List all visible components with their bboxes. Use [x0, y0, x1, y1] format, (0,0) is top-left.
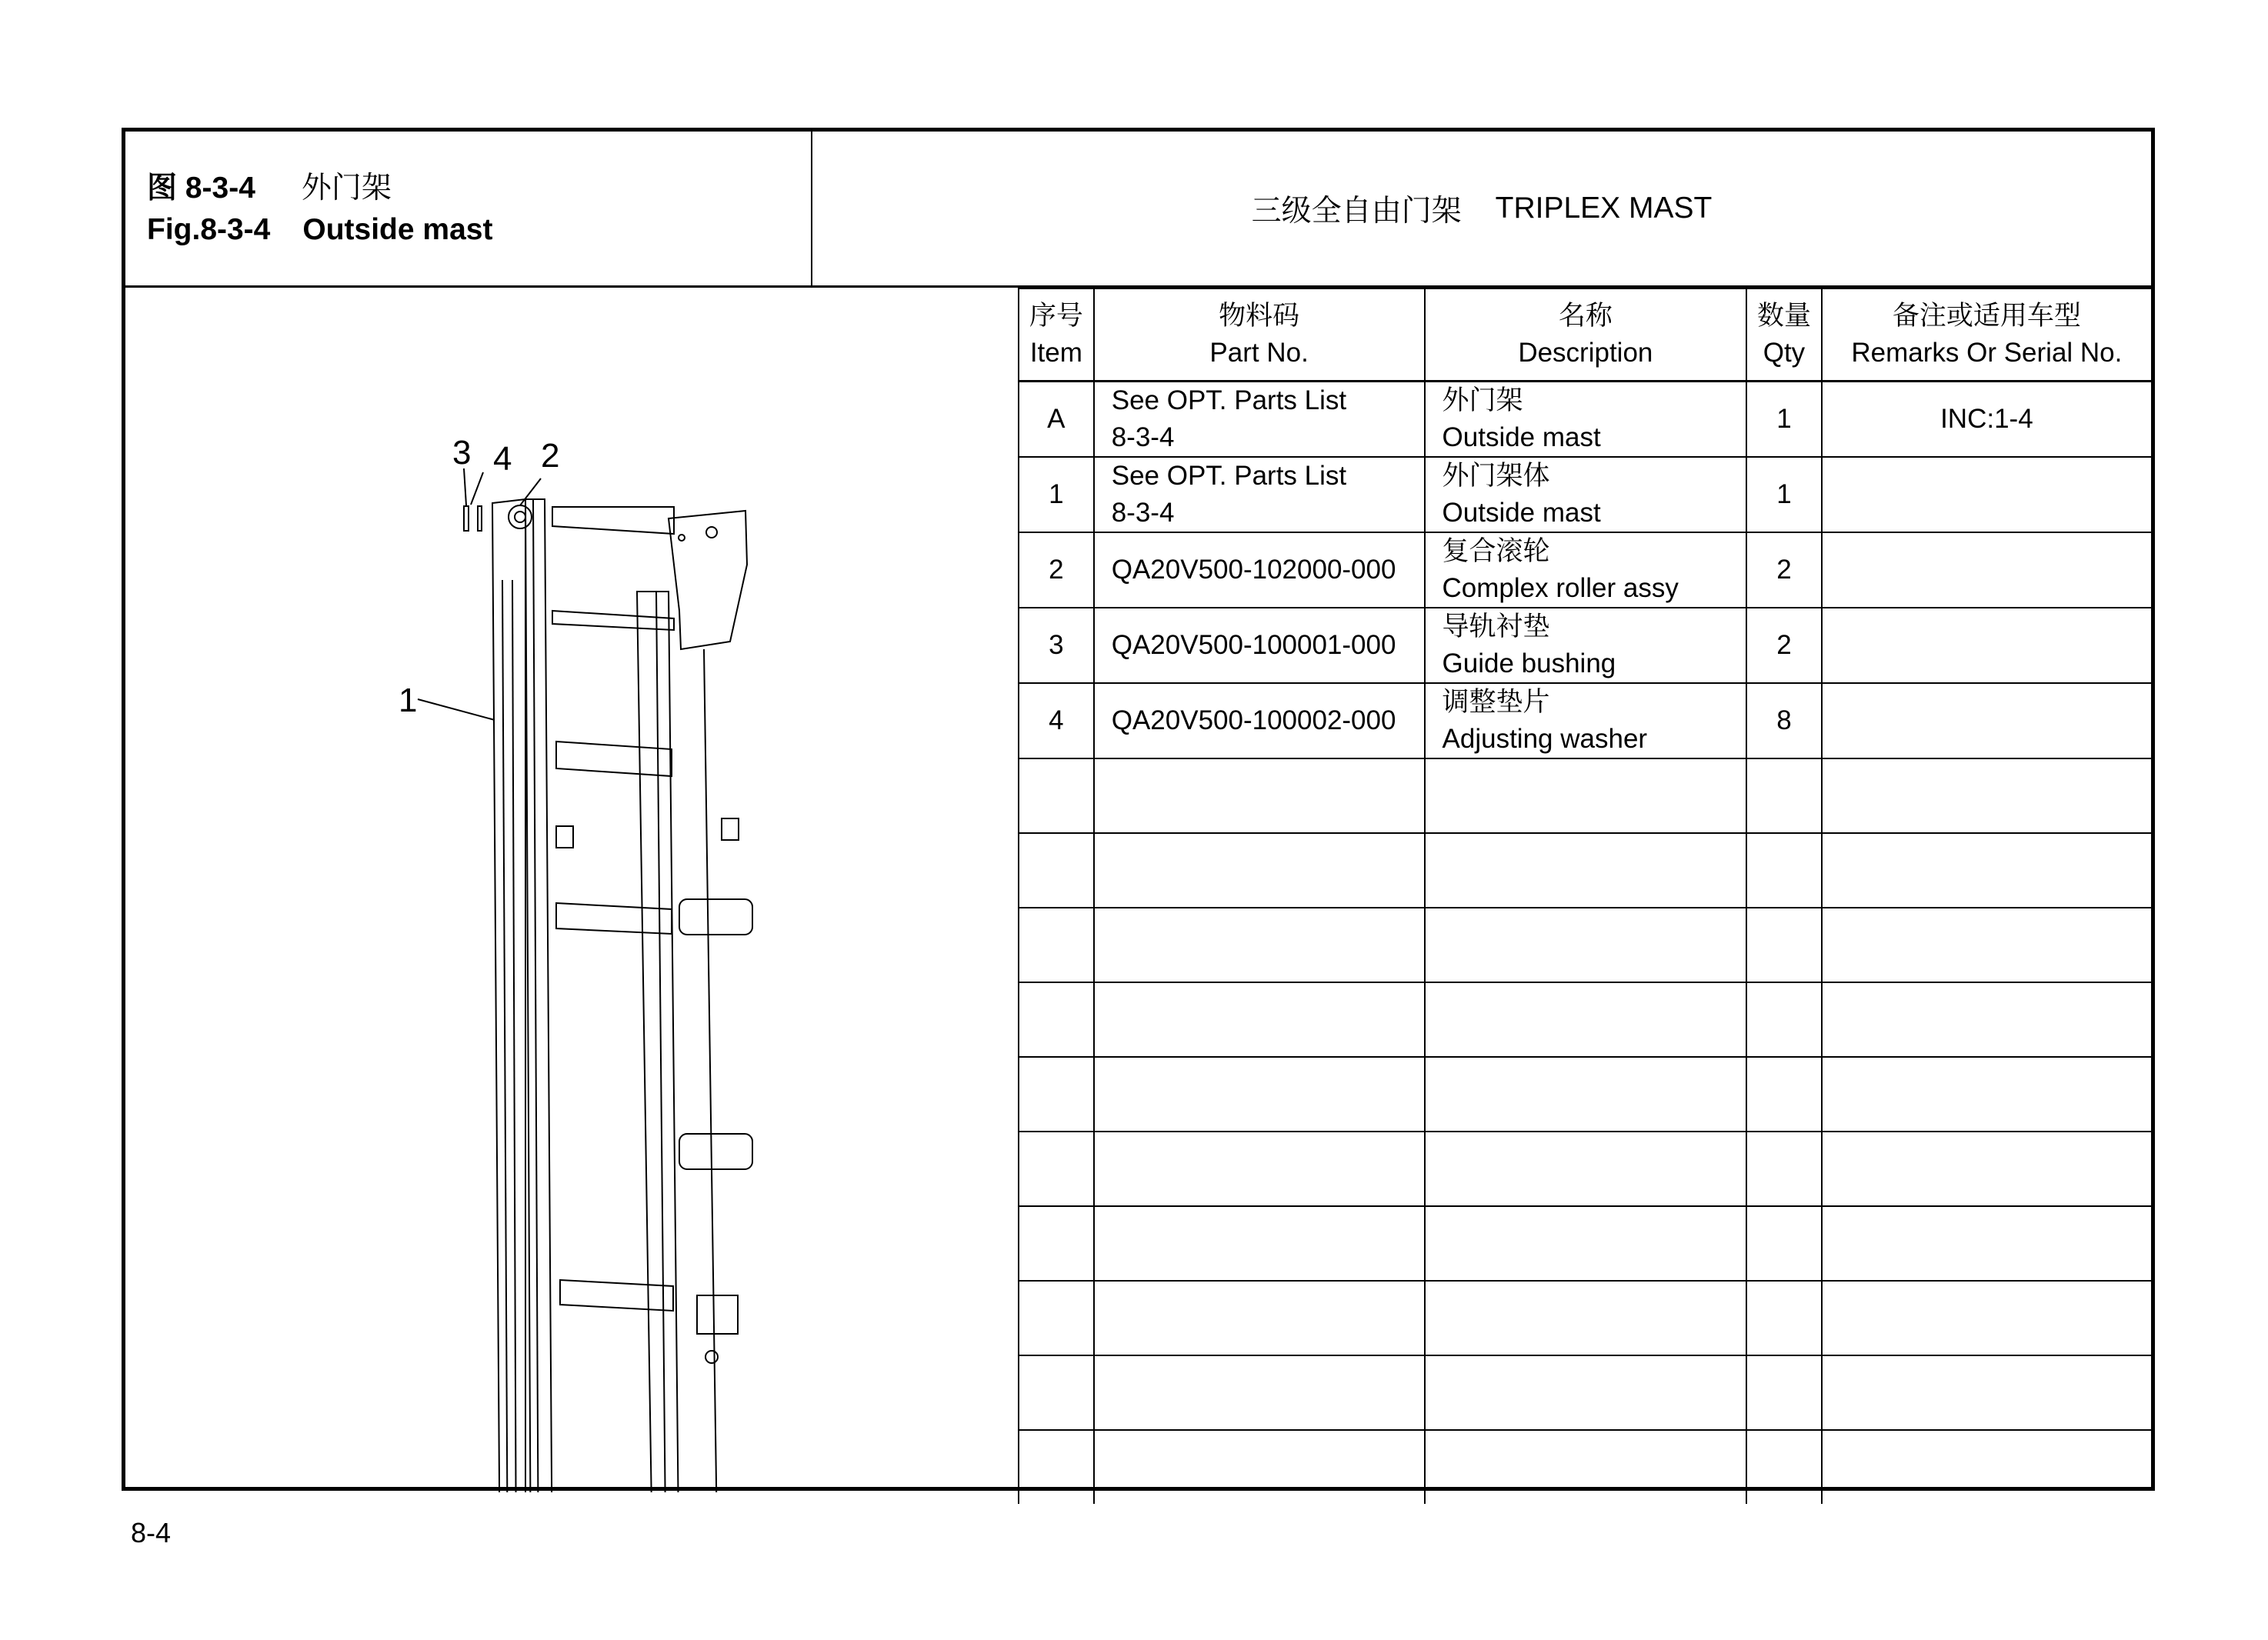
parts-page-frame [122, 128, 2155, 1491]
table-row: 3 QA20V500-100001-000 导轨衬垫 Guide bushing 2 [1019, 608, 2151, 683]
section-title-en: TRIPLEX MAST [1495, 192, 1713, 225]
figure-number-en: Fig.8-3-4 [147, 213, 271, 246]
table-row-empty [1019, 1206, 2151, 1281]
table-row: 2 QA20V500-102000-000 复合滚轮 Complex roller assy 2 [1019, 532, 2151, 608]
figure-title-cn [147, 164, 392, 207]
section-title [812, 132, 2151, 288]
table-row-empty [1019, 833, 2151, 908]
table-row-empty [1019, 758, 2151, 833]
callout-3: 3 [452, 434, 472, 472]
table-header-row [1019, 288, 2151, 382]
callout-2: 2 [541, 437, 560, 475]
col-part-no: 物料码 Part No. [1094, 288, 1425, 382]
figure-title-en [147, 213, 492, 247]
callout-1: 1 [399, 682, 418, 719]
col-description: 名称 Description [1425, 288, 1747, 382]
page-number: 8-4 [131, 1517, 172, 1548]
callout-4: 4 [493, 440, 512, 478]
figure-title-block [125, 132, 812, 288]
table-row-empty [1019, 1057, 2151, 1132]
table-row-empty [1019, 982, 2151, 1057]
section-title-cn: 三级全自由门架 [1251, 195, 1462, 228]
figure-name-cn: 外门架 [301, 172, 392, 205]
table-row: 4 QA20V500-100002-000 调整垫片 Adjusting washer 8 [1019, 683, 2151, 758]
table-row: A See OPT. Parts List 8-3-4 外门架 Outside mast 1 INC:1-4 [1019, 382, 2151, 458]
figure-name-en: Outside mast [302, 213, 493, 246]
exploded-drawing [125, 288, 1020, 1487]
table-row-empty [1019, 1281, 2151, 1355]
table-row-empty [1019, 1430, 2151, 1504]
table-row-empty [1019, 1132, 2151, 1206]
table-row-empty [1019, 1355, 2151, 1430]
parts-table [1018, 288, 2151, 1504]
figure-number-cn: 图 8-3-4 [147, 172, 255, 205]
col-qty: 数量 Qty [1746, 288, 1822, 382]
col-remarks: 备注或适用车型 Remarks Or Serial No. [1822, 288, 2151, 382]
outside-mast-drawing-icon [125, 288, 1020, 1492]
table-row: 1 See OPT. Parts List 8-3-4 外门架体 Outside mast 1 [1019, 457, 2151, 532]
col-item: 序号 Item [1019, 288, 1094, 382]
table-row-empty [1019, 908, 2151, 982]
